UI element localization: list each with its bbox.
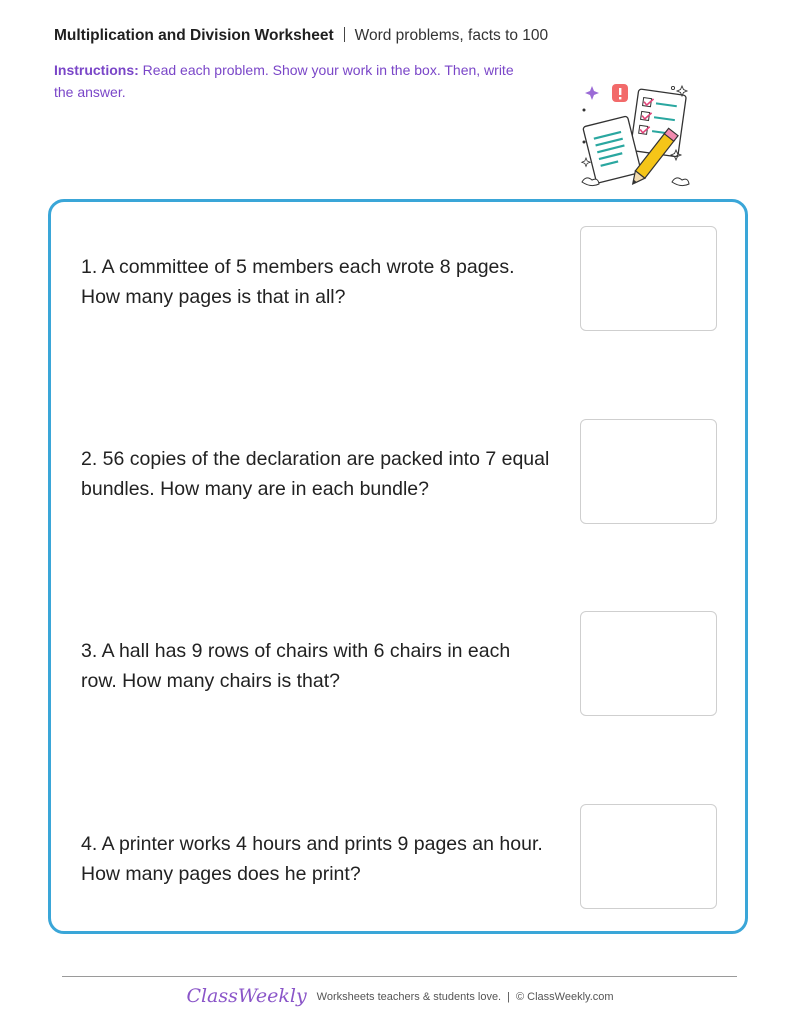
footer [0,985,800,1007]
problem-2: 2. 56 copies of the declaration are packed into 7 equal bundles. How many are in each bundle? [81,448,550,500]
instructions-text: Read each problem. Show your work in the box. Then, write the answer. [54,62,514,100]
footer-tagline: Worksheets teachers & students love. [316,991,502,1003]
footer-copyright: © ClassWeekly.com [515,991,614,1003]
problem-3: 3. A hall has 9 rows of chairs with 6 chairs in each row. How many chairs is that? [81,640,511,692]
answer-box-2[interactable] [580,419,717,524]
instructions-label: Instructions: [54,62,139,78]
problem-1: 1. A committee of 5 members each wrote 8 pages. How many pages is that in all? [81,256,515,308]
worksheet-title: Multiplication and Division Worksheet [54,27,334,44]
instructions [54,59,534,103]
worksheet-header [54,27,548,45]
answer-box-1[interactable] [580,226,717,331]
checklist-pencil-illustration [574,80,696,195]
answer-box-3[interactable] [580,611,717,716]
footer-separator: | [507,991,510,1003]
problem-4: 4. A printer works 4 hours and prints 9 pages an hour. How many pages does he print? [81,833,543,885]
answer-box-4[interactable] [580,804,717,909]
worksheet-subtitle: Word problems, facts to 100 [354,27,549,44]
brand-logo: ClassWeekly [186,985,307,1007]
footer-divider-line [62,976,737,977]
title-separator [344,27,345,42]
